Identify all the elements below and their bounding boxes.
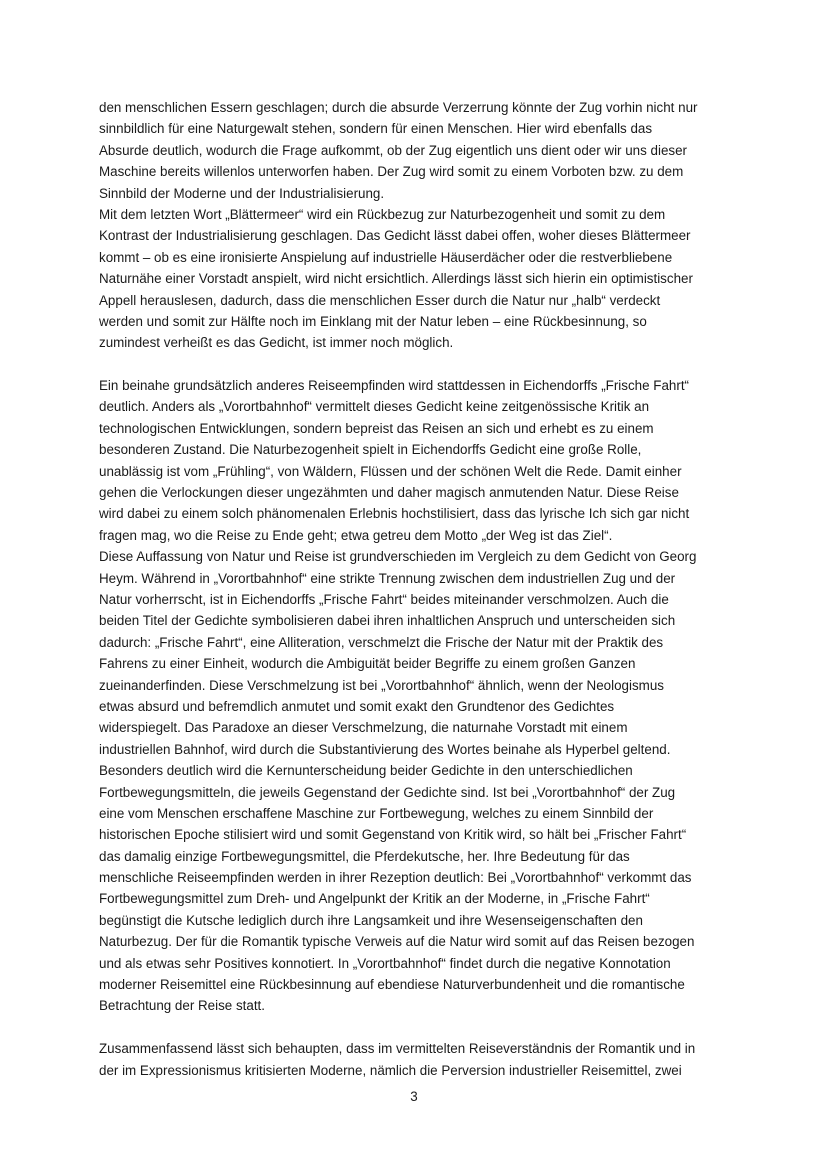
paragraph-1 [99,97,739,354]
text-line: Betrachtung der Reise statt. [99,998,265,1014]
text-line: widerspiegelt. Das Paradoxe an dieser Verschmelzung, die naturnahe Vorstadt mit einem [99,720,628,736]
text-line: werden und somit zur Hälfte noch im Einklang mit der Natur leben – eine Rückbesinnung, so [99,313,647,329]
text-line: deutlich. Anders als „Vorortbahnhof“ vermittelt dieses Gedicht keine zeitgenössische Kritik an [99,399,650,415]
text-line: Heym. Während in „Vorortbahnhof“ eine strikte Trennung zwischen dem industriellen Zug und der [99,570,676,586]
text-line: zumindest verheißt es das Gedicht, ist immer noch möglich. [99,335,454,351]
text-line: Ein beinahe grundsätzlich anderes Reiseempfinden wird stattdessen in Eichendorffs „Frische Fahrt“ [99,378,689,394]
text-line: Absurde deutlich, wodurch die Frage aufkommt, ob der Zug eigentlich uns dient oder wir uns dieser [99,142,688,158]
text-line: unablässig ist vom „Frühling“, von Wäldern, Flüssen und der schönen Welt die Rede. Damit einher [99,463,682,479]
text-line: Naturbezug. Der für die Romantik typische Verweis auf die Natur wird somit auf das Reisen bezogen [99,934,695,950]
text-line: gehen die Verlockungen dieser ungezähmten und daher magisch anmutenden Natur. Diese Reise [99,485,679,501]
text-line: zueinanderfinden. Diese Verschmelzung ist bei „Vorortbahnhof“ ähnlich, wenn der Neologismus [99,677,664,693]
paragraph-2 [99,375,739,1017]
text-line: technologischen Entwicklungen, sondern bepreist das Reisen an sich und erhebt es zu einem [99,420,654,436]
text-line: Appell herauslesen, dadurch, dass die menschlichen Esser durch die Natur nur „halb“ verdeckt [99,292,661,308]
text-line: wird dabei zu einem solch phänomenalen Erlebnis hochstilisiert, dass das lyrische Ich sich gar nicht [99,506,690,522]
page-number: 3 [410,1089,418,1104]
text-line: Fahrens zu einer Einheit, wodurch die Ambiguität beider Begriffe zu einem großen Ganzen [99,656,636,672]
text-line: besonderen Zustand. Die Naturbezogenheit spielt in Eichendorffs Gedicht eine große Rolle, [99,442,642,458]
text-line: Maschine bereits willenlos unterworfen haben. Der Zug wird somit zu einem Vorboten bzw. zu dem [99,164,684,180]
text-line: Naturnähe einer Vorstadt anspielt, wird nicht ersichtlich. Allerdings lässt sich hierin ein optimistischer [99,271,693,287]
text-line: Fortbewegungsmitteln, die jeweils Gegenstand der Gedichte sind. Ist bei „Vorortbahnhof“ der Zug [99,784,676,800]
text-line: eine vom Menschen erschaffene Maschine zur Fortbewegung, welches zu einem Sinnbild der [99,805,654,821]
body-text [99,97,739,1081]
text-line: Natur vorherrscht, ist in Eichendorffs „Frische Fahrt“ beides miteinander verschmolzen. Auch die [99,591,669,607]
text-line: Fortbewegungsmittel zum Dreh- und Angelpunkt der Kritik an der Moderne, in „Frische Fahrt“ [99,891,650,907]
text-line: fragen mag, wo die Reise zu Ende geht; etwa getreu dem Motto „der Weg ist das Ziel“. [99,527,613,543]
text-line: kommt – ob es eine ironisierte Anspielung auf industrielle Häuserdächer oder die restverbliebene [99,249,673,265]
text-line: Sinnbild der Moderne und der Industrialisierung. [99,185,385,201]
text-line: beiden Titel der Gedichte symbolisieren dabei ihren inhaltlichen Anspruch und unterscheiden sich [99,613,676,629]
text-line: Mit dem letzten Wort „Blättermeer“ wird ein Rückbezug zur Naturbezogenheit und somit zu dem [99,206,666,222]
text-line: Kontrast der Industrialisierung geschlagen. Das Gedicht lässt dabei offen, woher dieses Blättermeer [99,228,691,244]
text-line: dadurch: „Frische Fahrt“, eine Alliteration, verschmelzt die Frische der Natur mit der Praktik des [99,634,664,650]
text-line: Zusammenfassend lässt sich behaupten, dass im vermittelten Reiseverständnis der Romantik und in [99,1041,696,1057]
text-line: sinnbildlich für eine Naturgewalt stehen, sondern für einen Menschen. Hier wird ebenfalls das [99,121,653,137]
text-line: historischen Epoche stilisiert wird und somit Gegenstand von Kritik wird, so hält bei „Frischer Fahrt“ [99,827,687,843]
text-line: und als etwas sehr Positives konnotiert. In „Vorortbahnhof“ findet durch die negative Konnotation [99,955,671,971]
text-line: den menschlichen Essern geschlagen; durch die absurde Verzerrung könnte der Zug vorhin nicht nur [99,100,698,115]
text-line: Besonders deutlich wird die Kernunterscheidung beider Gedichte in den unterschiedlichen [99,763,633,779]
text-line: etwas absurd und befremdlich anmutet und somit exakt den Grundtenor des Gedichtes [99,698,615,714]
text-line: Diese Auffassung von Natur und Reise ist grundverschieden im Vergleich zu dem Gedicht von Georg [99,549,697,565]
paragraph-gap [99,1017,739,1038]
text-line: menschliche Reiseempfinden werden in ihrer Rezeption deutlich: Bei „Vorortbahnhof“ verkommt das [99,870,692,886]
paragraph-3 [99,1038,739,1081]
text-line: der im Expressionismus kritisierten Moderne, nämlich die Perversion industrieller Reisemittel, zwei [99,1062,682,1078]
text-line: moderner Reisemittel eine Rückbesinnung auf ebendiese Naturverbundenheit und die romantische [99,977,685,993]
text-line: das damalig einzige Fortbewegungsmittel, die Pferdekutsche, her. Ihre Bedeutung für das [99,848,630,864]
paragraph-gap [99,354,739,375]
text-line: begünstigt die Kutsche lediglich durch ihre Langsamkeit und ihre Wesenseigenschaften den [99,912,643,928]
text-line: industriellen Bahnhof, wird durch die Substantivierung des Wortes beinahe als Hyperbel geltend. [99,741,671,757]
